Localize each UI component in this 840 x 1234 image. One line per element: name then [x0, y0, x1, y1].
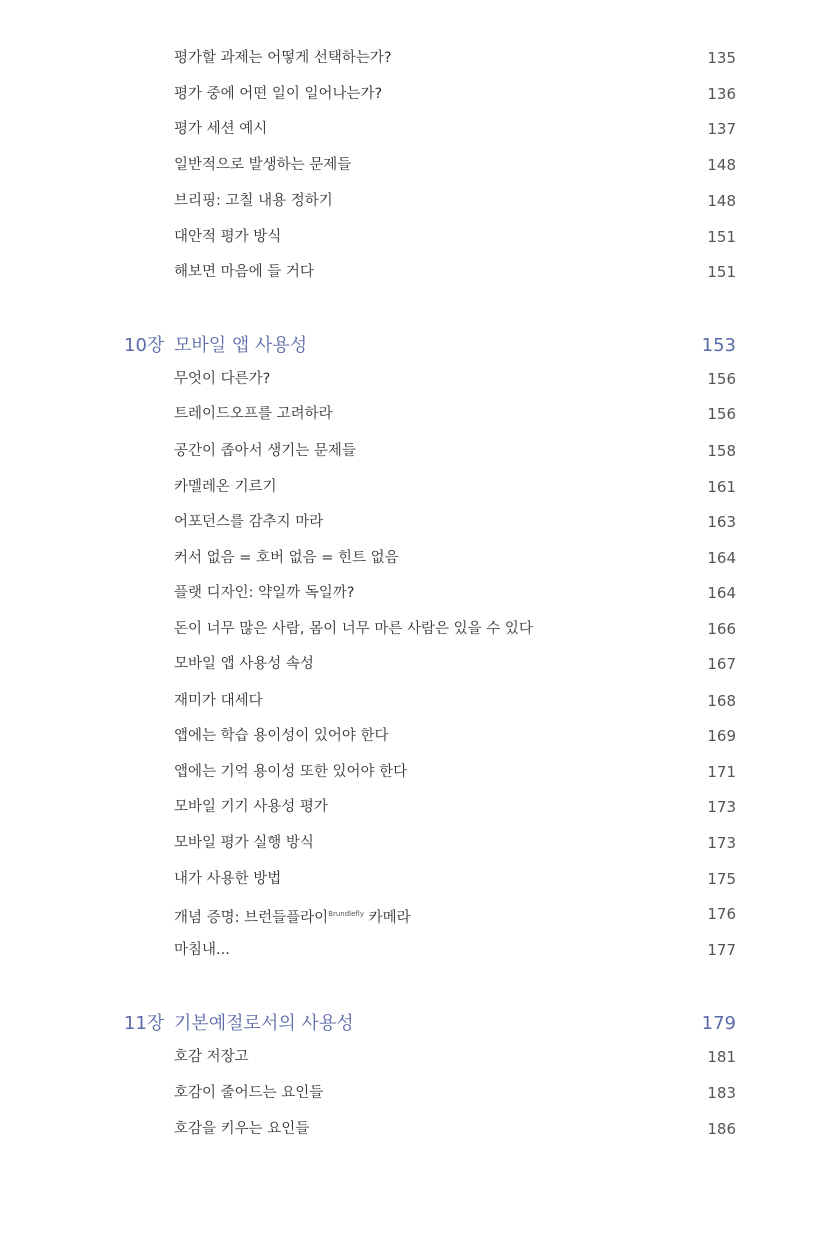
- toc-entry-title: 평가할 과제는 어떻게 선택하는가?: [174, 50, 392, 66]
- toc-entry-title-suffix: 카메라: [364, 910, 411, 926]
- toc-entry-title: 모바일 평가 실행 방식: [174, 835, 314, 851]
- toc-entry-title: 평가 세션 예시: [174, 121, 268, 137]
- toc-entry-page: 166: [707, 620, 736, 638]
- toc-entry-page: 156: [707, 405, 736, 423]
- toc-entry: [0, 364, 840, 394]
- toc-entry: [0, 935, 840, 965]
- toc-entry-page: 137: [707, 120, 736, 138]
- toc-entry-page: 183: [707, 1084, 736, 1102]
- toc-entry-title: 해보면 마음에 들 거다: [174, 264, 314, 280]
- toc-entry-page: 167: [707, 655, 736, 673]
- toc-entry-title-main: 개념 증명: 브런들플라이: [174, 910, 329, 926]
- toc-entry: [0, 222, 840, 252]
- toc-entry-page: 163: [707, 513, 736, 531]
- chapter-title: 모바일 앱 사용성: [174, 335, 308, 356]
- toc-entry-title: [174, 899, 411, 933]
- toc-entry-title: 트레이드오프를 고려하라: [174, 406, 333, 422]
- toc-entry-page: 177: [707, 941, 736, 959]
- toc-entry-page: 175: [707, 870, 736, 888]
- toc-entry-title: 돈이 너무 많은 사람, 몸이 너무 마른 사람은 있을 수 있다: [174, 621, 533, 637]
- toc-entry: [0, 79, 840, 109]
- toc-entry: [0, 1114, 840, 1144]
- toc-entry-title: 플랫 디자인: 약일까 독일까?: [174, 585, 355, 601]
- toc-entry-page: 169: [707, 727, 736, 745]
- toc-entry: [0, 150, 840, 180]
- toc-entry: [0, 507, 840, 537]
- chapter-number: 10장: [124, 335, 165, 356]
- toc-entry-title: 모바일 앱 사용성 속성: [174, 656, 314, 672]
- chapter-page: 179: [701, 1013, 736, 1034]
- chapter-number: 11장: [124, 1013, 165, 1034]
- toc-entry: [0, 792, 840, 822]
- toc-entry-page: 186: [707, 1120, 736, 1138]
- toc-entry-title: 재미가 대세다: [174, 693, 263, 709]
- chapter-title: 기본예절로서의 사용성: [174, 1013, 354, 1034]
- toc-entry: [0, 757, 840, 787]
- toc-entry-title: 호감을 키우는 요인들: [174, 1121, 310, 1137]
- toc-entry: [0, 43, 840, 73]
- toc-entry-page: 168: [707, 692, 736, 710]
- toc-entry-page: 148: [707, 156, 736, 174]
- toc-entry: [0, 186, 840, 216]
- toc-entry-page: 161: [707, 478, 736, 496]
- toc-entry-title: 호감 저장고: [174, 1049, 249, 1065]
- chapter-page: 153: [701, 335, 736, 356]
- toc-entry-page: 176: [707, 905, 736, 923]
- toc-entry-title: 카멜레온 기르기: [174, 479, 277, 495]
- toc-entry-page: 148: [707, 192, 736, 210]
- toc-entry: [0, 649, 840, 679]
- toc-entry-title: 내가 사용한 방법: [174, 871, 282, 887]
- toc-entry: [0, 828, 840, 858]
- toc-entry: [0, 472, 840, 502]
- toc-entry-page: 164: [707, 584, 736, 602]
- toc-entry-title: 대안적 평가 방식: [174, 229, 282, 245]
- toc-entry-page: 171: [707, 763, 736, 781]
- toc-entry: [0, 1042, 840, 1072]
- toc-entry: [0, 686, 840, 716]
- toc-entry-page: 164: [707, 549, 736, 567]
- toc-entry-page: 173: [707, 834, 736, 852]
- toc-entry: [0, 399, 840, 429]
- toc-entry-page: 151: [707, 263, 736, 281]
- toc-entry-title: 앱에는 학습 용이성이 있어야 한다: [174, 728, 389, 744]
- toc-entry-title: 호감이 줄어드는 요인들: [174, 1085, 324, 1101]
- toc-entry-page: 135: [707, 49, 736, 67]
- toc-entry-title: 무엇이 다른가?: [174, 371, 271, 387]
- toc-entry-page: 156: [707, 370, 736, 388]
- toc-entry: [0, 114, 840, 144]
- toc-entry-title: 일반적으로 발생하는 문제들: [174, 157, 352, 173]
- toc-entry-title: 평가 중에 어떤 일이 일어나는가?: [174, 86, 383, 102]
- toc-entry-title: 모바일 기기 사용성 평가: [174, 799, 328, 815]
- chapter-heading: [0, 328, 840, 364]
- toc-entry-page: 173: [707, 798, 736, 816]
- toc-entry: [0, 257, 840, 287]
- toc-entry-page: 151: [707, 228, 736, 246]
- toc-entry: [0, 436, 840, 466]
- toc-entry: [0, 543, 840, 573]
- toc-entry-title: 마침내...: [174, 942, 230, 958]
- toc-entry-page: 158: [707, 442, 736, 460]
- toc-entry-title: 커서 없음 = 호버 없음 = 힌트 없음: [174, 550, 399, 566]
- chapter-heading: [0, 1006, 840, 1042]
- toc-entry: [0, 578, 840, 608]
- toc-entry: [0, 899, 840, 929]
- toc-entry-title: 어포던스를 감추지 마라: [174, 514, 324, 530]
- toc-entry-page: 181: [707, 1048, 736, 1066]
- toc-entry-title: 공간이 좁아서 생기는 문제들: [174, 443, 356, 459]
- toc-entry: [0, 864, 840, 894]
- toc-entry: [0, 1078, 840, 1108]
- toc-entry-title: 앱에는 기억 용이성 또한 있어야 한다: [174, 764, 408, 780]
- toc-entry: [0, 614, 840, 644]
- toc-entry-title-superscript: Brundlefly: [328, 910, 364, 918]
- toc-entry-title: 브리핑: 고칠 내용 정하기: [174, 193, 333, 209]
- toc-entry-page: 136: [707, 85, 736, 103]
- toc-entry: [0, 721, 840, 751]
